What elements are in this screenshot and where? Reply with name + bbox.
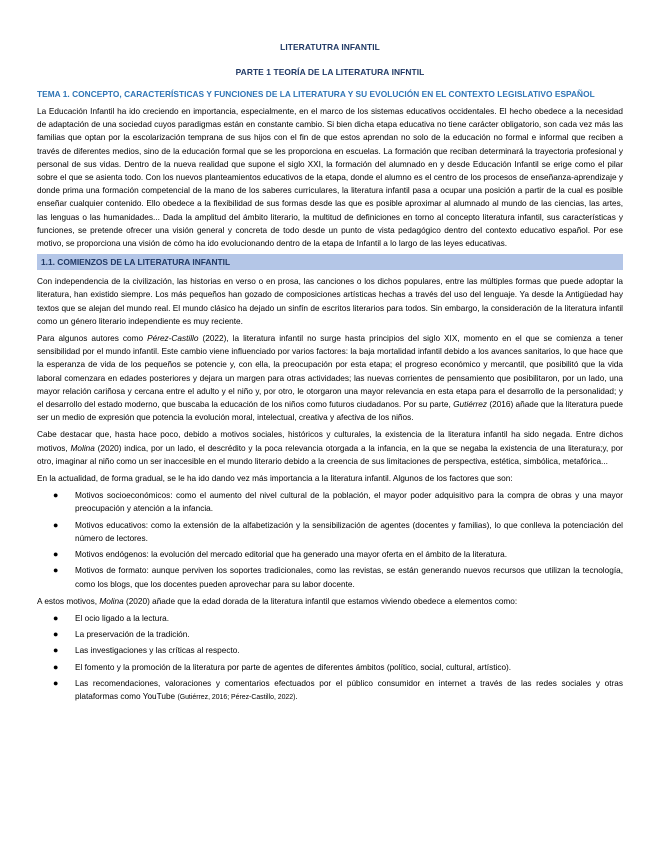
bullet-icon: ● [53, 549, 59, 560]
section-heading-1-1: 1.1. COMIENZOS DE LA LITERATURA INFANTIL [37, 254, 623, 270]
paragraph-4: En la actualidad, de forma gradual, se le ha ido dando vez más importancia a la literatura infantil. Algunos de los factores que son: [37, 474, 513, 484]
list-item: ● Las recomendaciones, valoraciones y comentarios efectuados por el público consumidor en internet a través de las redes sociales y otras plataformas como YouTube (Gutiérrez, 2016; Pérez-Castillo, 2022). [53, 677, 623, 701]
tema-heading: TEMA 1. CONCEPTO, CARACTERÍSTICAS Y FUNCIONES DE LA LITERATURA Y SU EVOLUCIÓN EN EL CONTEXTO LEGISLATIVO ESPAÑOL [37, 89, 595, 99]
document-title: LITERATUTRA INFANTIL [280, 42, 380, 52]
list-item: ● Las investigaciones y las críticas al respecto. [75, 644, 623, 657]
list-item: ● Motivos de formato: aunque perviven los soportes tradicionales, como las revistas, se están generando nuevos recursos que utilizan la tecnología, como los blogs, que los docentes pueden aprovechar para su labor docente. [53, 565, 623, 589]
author-citation: Molina [70, 443, 95, 453]
author-citation: Pérez-Castillo [147, 334, 199, 344]
bullet-icon: ● [53, 645, 59, 656]
bullet-icon: ● [53, 677, 59, 688]
elements-list [37, 612, 623, 704]
list-item: ● El ocio ligado a la lectura. [75, 612, 623, 625]
author-citation: Molina [99, 596, 124, 606]
p2-text-c: (2016) añade que la literatura puede ser un medio de expresión que potencia la evolución moral, intelectual, creativa y afectiva de los niños. [37, 400, 623, 423]
bullet-icon: ● [53, 629, 59, 640]
paragraph-5: A estos motivos, Molina (2020) añade que la edad dorada de la literatura infantil que estamos viviendo obedece a elementos como: [37, 596, 518, 606]
bullet-icon: ● [53, 661, 59, 672]
p3-text-a: Cabe destacar que, hasta hace poco, debido a motivos sociales, históricos y culturales, la existencia de la literatura infantil ha sido negada. Entre dichos motivos, [37, 430, 623, 453]
p2-text-b: (2022), la literatura infantil no surge hasta principios del siglo XIX, momento en el que se comienza a tener sensibilidad por el mundo infantil. Este cambio viene influenciado por varios factores: la baja mortalidad infantil debido a los avances sanitarios, lo que hace que la esperanza de vida de los pequeños se potencie y, con ella, la preocupación por esta etapa; el progreso económico y mercantil, que posibilitó que la vida laboral comenzara en edades posteriores y dejara un margen para otras actividades; las nuevas corrientes de pensamiento que posibilitaron, por un lado, una mayor relación cariñosa y cercana entre el adulto y el niño y, por otro, le otorgaron una mayor relevancia en esta etapa para el desarrollo de la personalidad; y el desarrollo del estado moderno, que buscaba la educación de los niños como futuros ciudadanos. Por su parte, [37, 334, 623, 410]
reference-citation: (Gutiérrez, 2016; Pérez-Castillo, 2022) [177, 693, 296, 701]
list-item: ● El fomento y la promoción de la literatura por parte de agentes de diferentes ámbitos (político, social, cultural, artístico). [75, 661, 623, 674]
paragraph-2 [37, 332, 623, 424]
part-heading: PARTE 1 TEORÍA DE LA LITERATURA INFNTIL [235, 67, 425, 77]
list-item: ● La preservación de la tradición. [75, 628, 623, 641]
paragraph-3 [37, 428, 623, 468]
list-item: ● Motivos socioeconómicos: como el aumento del nivel cultural de la población, el mayor poder adquisitivo para la compra de obras y una mayor preocupación y atención a la infancia. [53, 490, 623, 514]
paragraph-1: Con independencia de la civilización, las historias en verso o en prosa, las canciones o los dichos populares, entre las múltiples formas que puede adoptar la literatura, han existido siempre. Los más pequeños han gozado de composiciones artísticas hechas a través del uso del lenguaje. Ya desde la Antigüedad hay textos que se alejan del mundo real. El mundo clásico ha dejado un sinfín de escritos literarios para todos. Sin embargo, la consideración de la literatura infantil como un género literario independiente es muy reciente. [37, 277, 623, 326]
list-item: ● Motivos educativos: como la extensión de la alfabetización y la sensibilización de agentes (docentes y familias), lo que conlleva la potenciación del número de lectores. [53, 519, 623, 543]
author-citation: Gutiérrez [453, 400, 488, 410]
bullet-icon: ● [53, 565, 59, 576]
p2-text-a: Para algunos autores como [37, 334, 148, 344]
intro-paragraph: La Educación Infantil ha ido creciendo en importancia, especialmente, en el marco de los sistemas educativos occidentales. El hecho obedece a la necesidad de adaptación de una sociedad cuyos paradigmas están en constante cambio. Si bien dicha etapa educativa no tiene carácter obligatorio, son cada vez más las familias que optan por la escolarización temprana de sus hijos con el fin de que estos aprendan no solo de la educación no formal e informal que reciben a través de diferentes medios, sino de la educación formal que se les proporciona en escuelas. La formación que reciban determinará la trayectoria profesional y personal de sus vidas. Dentro de la nueva realidad que supone el siglo XXI, la formación del alumnado en y desde Educación Infantil se erige como el pilar sobre el que se asienta todo. Con los nuevos planteamientos educativos de la etapa, donde el alumno es el centro de los procesos de enseñanza-aprendizaje y donde prima una formación competencial de la mano de los saberes curriculares, la literatura infantil pasa a ocupar una posición a partir de la cual es posible enseñar cualquier contenido. Ello obedece a la flexibilidad de sus formas desde las que es posible aproximar al alumnado al mundo de las ciencias, las artes, las lenguas o las humanidades... Dada la amplitud del ámbito literario, la multitud de definiciones en torno al concepto literatura infantil, sus características y funciones, se pretende ofrecer una visión general y concreta de todo desde un punto de vista pedagógico dentro del contexto educativo español. Por ese motivo, se proporciona una visión de cómo ha ido evolucionando dentro de la etapa de Infantil a lo largo de las leyes educativas. [37, 107, 623, 249]
p3-text-b: (2020) indica, por un lado, el descrédito y la poca relevancia otorgada a la infancia, en la que se negaba la existencia de una literatura;y, por otro, imaginar al niño como un ser inaccesible en el mundo literario debido a la creencia de sus limitaciones de perspectiva, estética, simbólica, metafórica... [37, 443, 623, 466]
bullet-icon: ● [53, 612, 59, 623]
factors-list [37, 489, 623, 590]
bullet-icon: ● [53, 490, 59, 501]
list-item: ● Motivos endógenos: la evolución del mercado editorial que ha generado una mayor oferta en el ámbito de la literatura. [75, 548, 623, 561]
bullet-icon: ● [53, 519, 59, 530]
